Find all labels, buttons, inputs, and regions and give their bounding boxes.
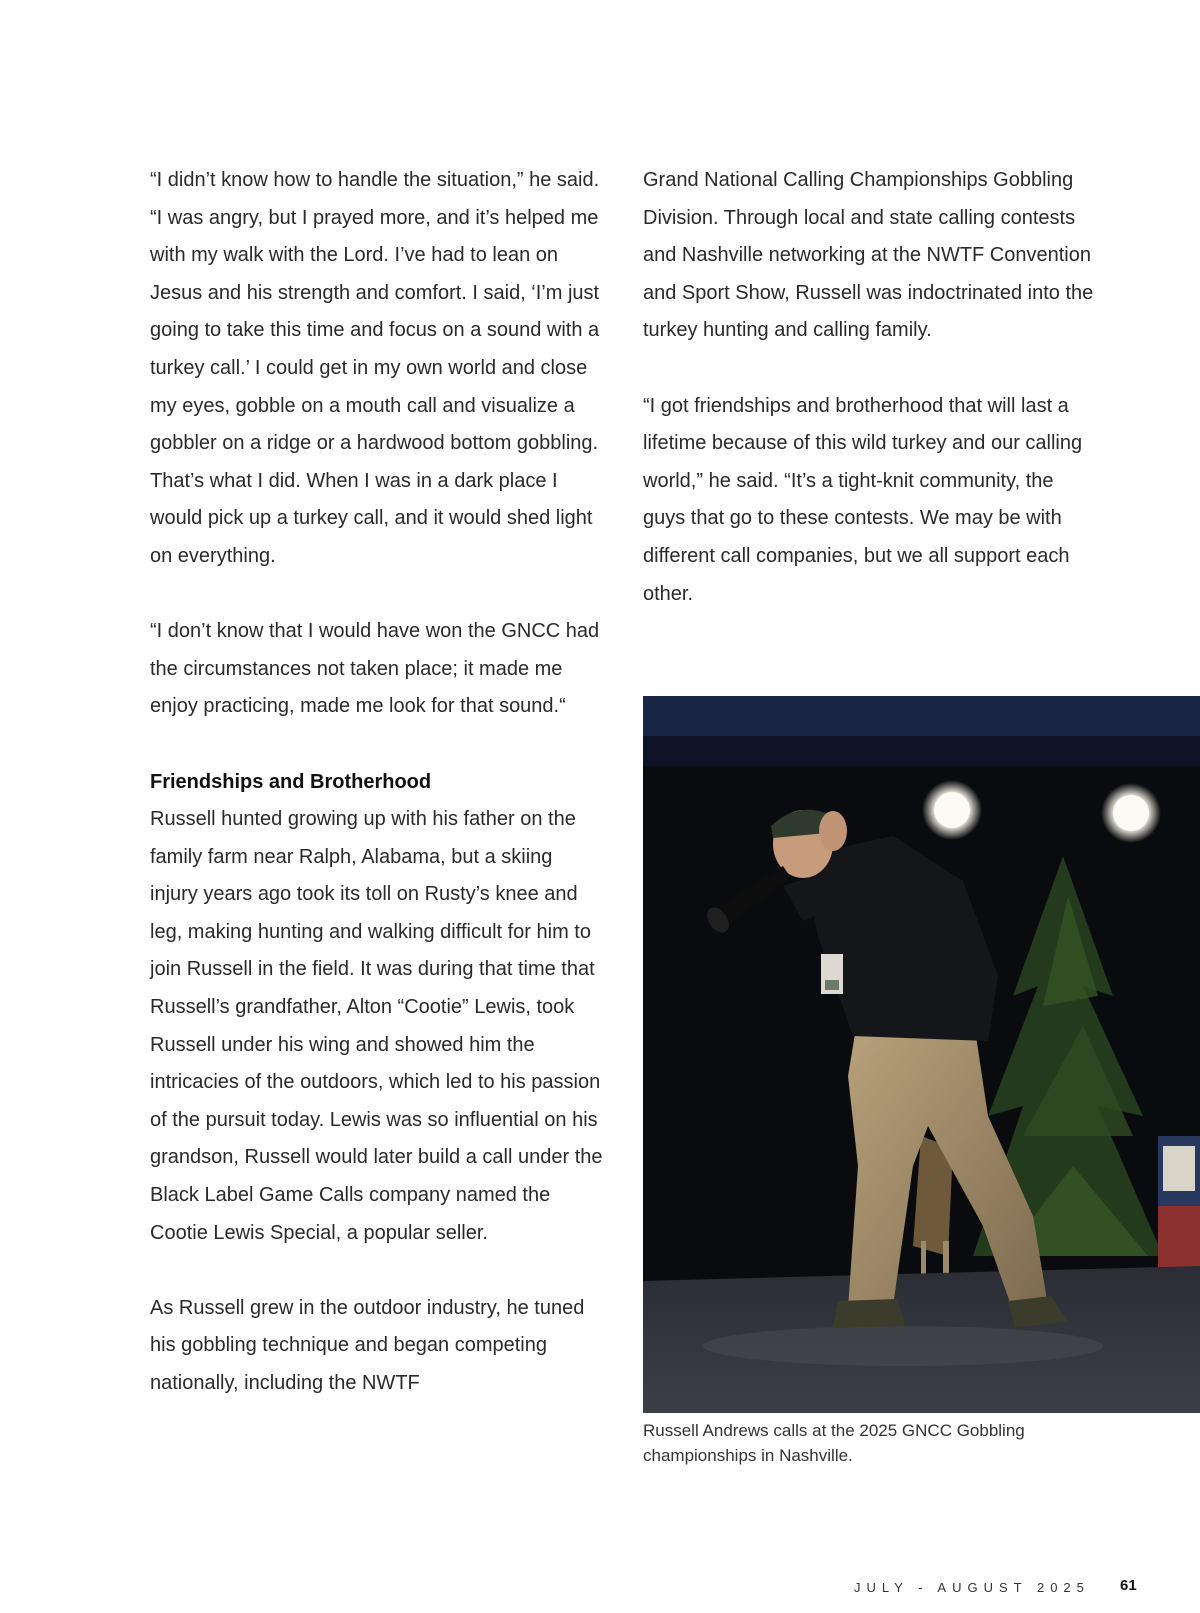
photo-caption: Russell Andrews calls at the 2025 GNCC Gobbling championships in Nashville. <box>643 1421 1025 1465</box>
right-text-column <box>643 162 1098 651</box>
left-text-column <box>150 162 605 1440</box>
body-paragraph: “I didn’t know how to handle the situation,” he said. “I was angry, but I prayed more, and it’s helped me with my walk with the Lord. I’ve had to lean on Jesus and his strength and comfort. I said, ‘I’m just going to take this time and focus on a sound with a turkey call.’ I could get in my own world and close my eyes, gobble on a mouth call and visualize a gobbler on a ridge or a hardwood bottom gobbling. That’s what I did. When I was in a dark place I would pick up a turkey call, and it would shed light on everything. <box>150 169 600 567</box>
body-paragraph: Russell hunted growing up with his father on the family farm near Ralph, Alabama, but a skiing injury years ago took its toll on Rusty’s knee and leg, making hunting and walking difficult for him to join Russell in the field. It was during that time that Russell’s grandfather, Alton “Cootie” Lewis, took Russell under his wing and showed him the intricacies of the outdoors, which led to his passion of the pursuit today. Lewis was so influential on his grandson, Russell would later build a call under the Black Label Game Calls company named the Cootie Lewis Special, a popular seller. <box>150 808 603 1244</box>
stage-scene-illustration <box>643 696 1200 1413</box>
body-paragraph: “I got friendships and brotherhood that will last a lifetime because of this wild turkey and our calling world,” he said. “It’s a tight-knit community, the guys that go to these contests. We may be with different call companies, but we all support each other. <box>643 394 1083 605</box>
body-paragraph: Grand National Calling Championships Gobbling Division. Through local and state calling contests and Nashville networking at the NWTF Convention and Sport Show, Russell was indoctrinated into the turkey hunting and calling family. <box>643 169 1094 342</box>
page-number: 61 <box>1120 1577 1137 1594</box>
stage-rig <box>643 696 1200 736</box>
issue-date: JULY - AUGUST 2025 <box>854 1580 1090 1595</box>
caller-on-stage-photo <box>643 696 1200 1413</box>
body-paragraph: “I don’t know that I would have won the GNCC had the circumstances not taken place; it made me enjoy practicing, made me look for that sound.“ <box>150 620 600 718</box>
section-subhead: Friendships and Brotherhood <box>150 770 432 793</box>
body-paragraph: As Russell grew in the outdoor industry, he tuned his gobbling technique and began competing nationally, including the NWTF <box>150 1296 585 1394</box>
